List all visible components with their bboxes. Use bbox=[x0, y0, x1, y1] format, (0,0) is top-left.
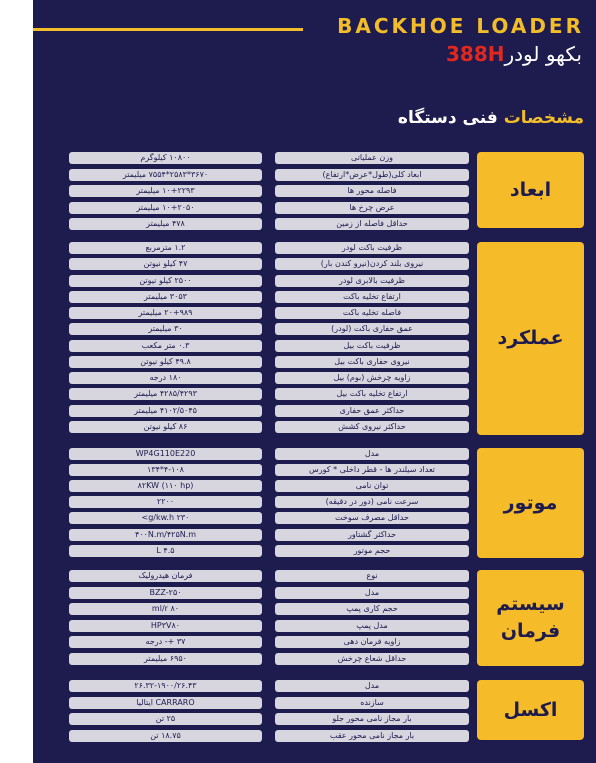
spec-property: فاصله تخلیه باکت bbox=[275, 307, 469, 319]
spec-value: BZZ-۲۵۰ bbox=[69, 587, 262, 599]
spec-value: ۱۰۸۰۰ کیلوگرم bbox=[69, 152, 262, 164]
spec-property: تعداد سیلندر ها - قطر داخلی * کورس bbox=[275, 464, 469, 476]
spec-value: L ۴.۵ bbox=[69, 545, 262, 557]
spec-row bbox=[33, 603, 473, 615]
spec-property: ظرفیت باکت لودر bbox=[275, 242, 469, 254]
spec-value: ۴۷ کیلو نیوتن bbox=[69, 258, 262, 270]
header-rule bbox=[33, 28, 303, 31]
spec-property: ارتفاع تخلیه باکت بیل bbox=[275, 388, 469, 400]
spec-value: ۳۶۷۰*۲۵۸۳*۷۵۵۴ میلیمتر bbox=[69, 169, 262, 181]
spec-property: ابعاد کلی(طول*عرض*ارتفاع) bbox=[275, 169, 469, 181]
spec-row bbox=[33, 620, 473, 632]
spec-value: ۴-۱۰۸*۱۳۴ bbox=[69, 464, 262, 476]
spec-property: حداقل مصرف سوخت bbox=[275, 512, 469, 524]
spec-row bbox=[33, 697, 473, 709]
spec-property: فاصله محور ها bbox=[275, 185, 469, 197]
section-label-text: ابعاد bbox=[509, 178, 552, 201]
spec-row bbox=[33, 448, 473, 460]
spec-property: زاویه چرخش (بوم) بیل bbox=[275, 372, 469, 384]
spec-value: ۳۰۵۳ میلیمتر bbox=[69, 291, 262, 303]
spec-property: زاویه فرمان دهی bbox=[275, 636, 469, 648]
spec-property: عرض چرخ ها bbox=[275, 202, 469, 214]
product-subtitle bbox=[436, 42, 582, 66]
spec-row bbox=[33, 340, 473, 352]
spec-value: ۱.۲ مترمربع bbox=[69, 242, 262, 254]
spec-row bbox=[33, 653, 473, 665]
specs-heading-rest: فنی دستگاه bbox=[397, 108, 498, 128]
spec-property: بار مجاز نامی محور عقب bbox=[275, 730, 469, 742]
section-label-text: سیستم bbox=[496, 593, 565, 615]
spec-property: ظرفیت بالابری لودر bbox=[275, 275, 469, 287]
spec-value: ۲۶.۳۲-۱۹۰۰/۲۶.۴۳ bbox=[69, 680, 262, 692]
spec-property: حداکثر عمق حفاری bbox=[275, 405, 469, 417]
spec-value: ۱۰+۲۰۵۰ میلیمتر bbox=[69, 202, 262, 214]
product-name-fa: بکهو لودر bbox=[504, 42, 582, 66]
spec-row bbox=[33, 713, 473, 725]
spec-value: g/kw.h ۲۳۰> bbox=[69, 512, 262, 524]
spec-row bbox=[33, 464, 473, 476]
spec-property: مدل bbox=[275, 680, 469, 692]
spec-row bbox=[33, 496, 473, 508]
spec-value: ۲۰+۹۸۹ میلیمتر bbox=[69, 307, 262, 319]
section-label-text: موتور bbox=[503, 491, 558, 514]
spec-row bbox=[33, 587, 473, 599]
spec-value: ۴۰۰N.m/۴۲۵N.m bbox=[69, 529, 262, 541]
spec-property: بار مجاز نامی محور جلو bbox=[275, 713, 469, 725]
spec-row bbox=[33, 202, 473, 214]
section-label-text: اکسل bbox=[503, 698, 558, 721]
spec-value: ۱۸.۷۵ تن bbox=[69, 730, 262, 742]
spec-value: ۶۹۵۰ میلیمتر bbox=[69, 653, 262, 665]
spec-row bbox=[33, 291, 473, 303]
spec-property: ارتفاع تخلیه باکت bbox=[275, 291, 469, 303]
section-label-dimensions bbox=[477, 152, 584, 228]
spec-value: ۴۹.۸ کیلو نیوتن bbox=[69, 356, 262, 368]
spec-row bbox=[33, 372, 473, 384]
spec-property: حداقل شعاع چرخش bbox=[275, 653, 469, 665]
spec-row bbox=[33, 185, 473, 197]
spec-value: ۸۶ کیلو نیوتن bbox=[69, 421, 262, 433]
spec-value: ۲۵ تن bbox=[69, 713, 262, 725]
spec-row bbox=[33, 545, 473, 557]
specs-heading-accent: مشخصات bbox=[503, 108, 584, 128]
spec-row bbox=[33, 405, 473, 417]
spec-value: ۱۰+۲۲۹۳ میلیمتر bbox=[69, 185, 262, 197]
spec-property: نوع bbox=[275, 570, 469, 582]
spec-value: ۲۲۰۰ bbox=[69, 496, 262, 508]
model-number: 388H bbox=[445, 42, 505, 66]
spec-value: WP4G110E220 bbox=[69, 448, 262, 460]
spec-value: ۳۰ میلیمتر bbox=[69, 323, 262, 335]
spec-value: CARRARO ایتالیا bbox=[69, 697, 262, 709]
spec-row bbox=[33, 307, 473, 319]
spec-value: ml/r ۸۰ bbox=[69, 603, 262, 615]
spec-property: ظرفیت باکت بیل bbox=[275, 340, 469, 352]
section-label-engine bbox=[477, 448, 584, 558]
spec-property: مدل bbox=[275, 448, 469, 460]
spec-value: فرمان هیدرولیک bbox=[69, 570, 262, 582]
product-title: BACKHOE LOADER bbox=[337, 14, 584, 38]
spec-sheet bbox=[33, 0, 596, 763]
spec-row bbox=[33, 275, 473, 287]
spec-row bbox=[33, 152, 473, 164]
spec-property: حداکثر نیروی کشش bbox=[275, 421, 469, 433]
spec-row bbox=[33, 356, 473, 368]
spec-row bbox=[33, 421, 473, 433]
spec-value: ۸۲KW (۱۱۰ hp) bbox=[69, 480, 262, 492]
section-label-text: عملکرد bbox=[497, 327, 564, 349]
spec-property: عمق حفاری باکت (لودر) bbox=[275, 323, 469, 335]
spec-row bbox=[33, 680, 473, 692]
spec-row bbox=[33, 218, 473, 230]
spec-row bbox=[33, 570, 473, 582]
spec-value: HP۳V۸۰ bbox=[69, 620, 262, 632]
spec-property: وزن عملیاتی bbox=[275, 152, 469, 164]
spec-row bbox=[33, 730, 473, 742]
spec-value: ۳۷ +- درجه bbox=[69, 636, 262, 648]
spec-row bbox=[33, 169, 473, 181]
spec-property: سازنده bbox=[275, 697, 469, 709]
spec-row bbox=[33, 636, 473, 648]
section-label-axle bbox=[477, 680, 584, 740]
spec-property: توان نامی bbox=[275, 480, 469, 492]
spec-value: ۰.۳ متر مکعب bbox=[69, 340, 262, 352]
spec-value: ۴۱۰۲/۵۰۴۵ میلیمتر bbox=[69, 405, 262, 417]
spec-property: سرعت نامی (دور در دقیقه) bbox=[275, 496, 469, 508]
specs-heading bbox=[398, 108, 584, 128]
spec-property: مدل پمپ bbox=[275, 620, 469, 632]
spec-value: ۴۷۸ میلیمتر bbox=[69, 218, 262, 230]
section-label-steering-system bbox=[477, 570, 584, 666]
spec-value: ۱۸۰ درجه bbox=[69, 372, 262, 384]
section-label-text: فرمان bbox=[500, 620, 561, 642]
spec-property: حداکثر گشتاور bbox=[275, 529, 469, 541]
spec-property: حجم موتور bbox=[275, 545, 469, 557]
spec-property: حداقل فاصله از زمین bbox=[275, 218, 469, 230]
spec-property: نیروی بلند کردن(نیرو کندن بار) bbox=[275, 258, 469, 270]
spec-row bbox=[33, 323, 473, 335]
spec-property: مدل bbox=[275, 587, 469, 599]
spec-row bbox=[33, 388, 473, 400]
spec-row bbox=[33, 258, 473, 270]
spec-row bbox=[33, 480, 473, 492]
spec-value: ۲۵۰۰ کیلو نیوتن bbox=[69, 275, 262, 287]
spec-row bbox=[33, 529, 473, 541]
section-label-performance bbox=[477, 242, 584, 435]
spec-property: نیروی حفاری باکت بیل bbox=[275, 356, 469, 368]
spec-row bbox=[33, 242, 473, 254]
spec-property: حجم کاری پمپ bbox=[275, 603, 469, 615]
spec-row bbox=[33, 512, 473, 524]
spec-value: ۴۲۸۵/۴۲۹۳ میلیمتر bbox=[69, 388, 262, 400]
